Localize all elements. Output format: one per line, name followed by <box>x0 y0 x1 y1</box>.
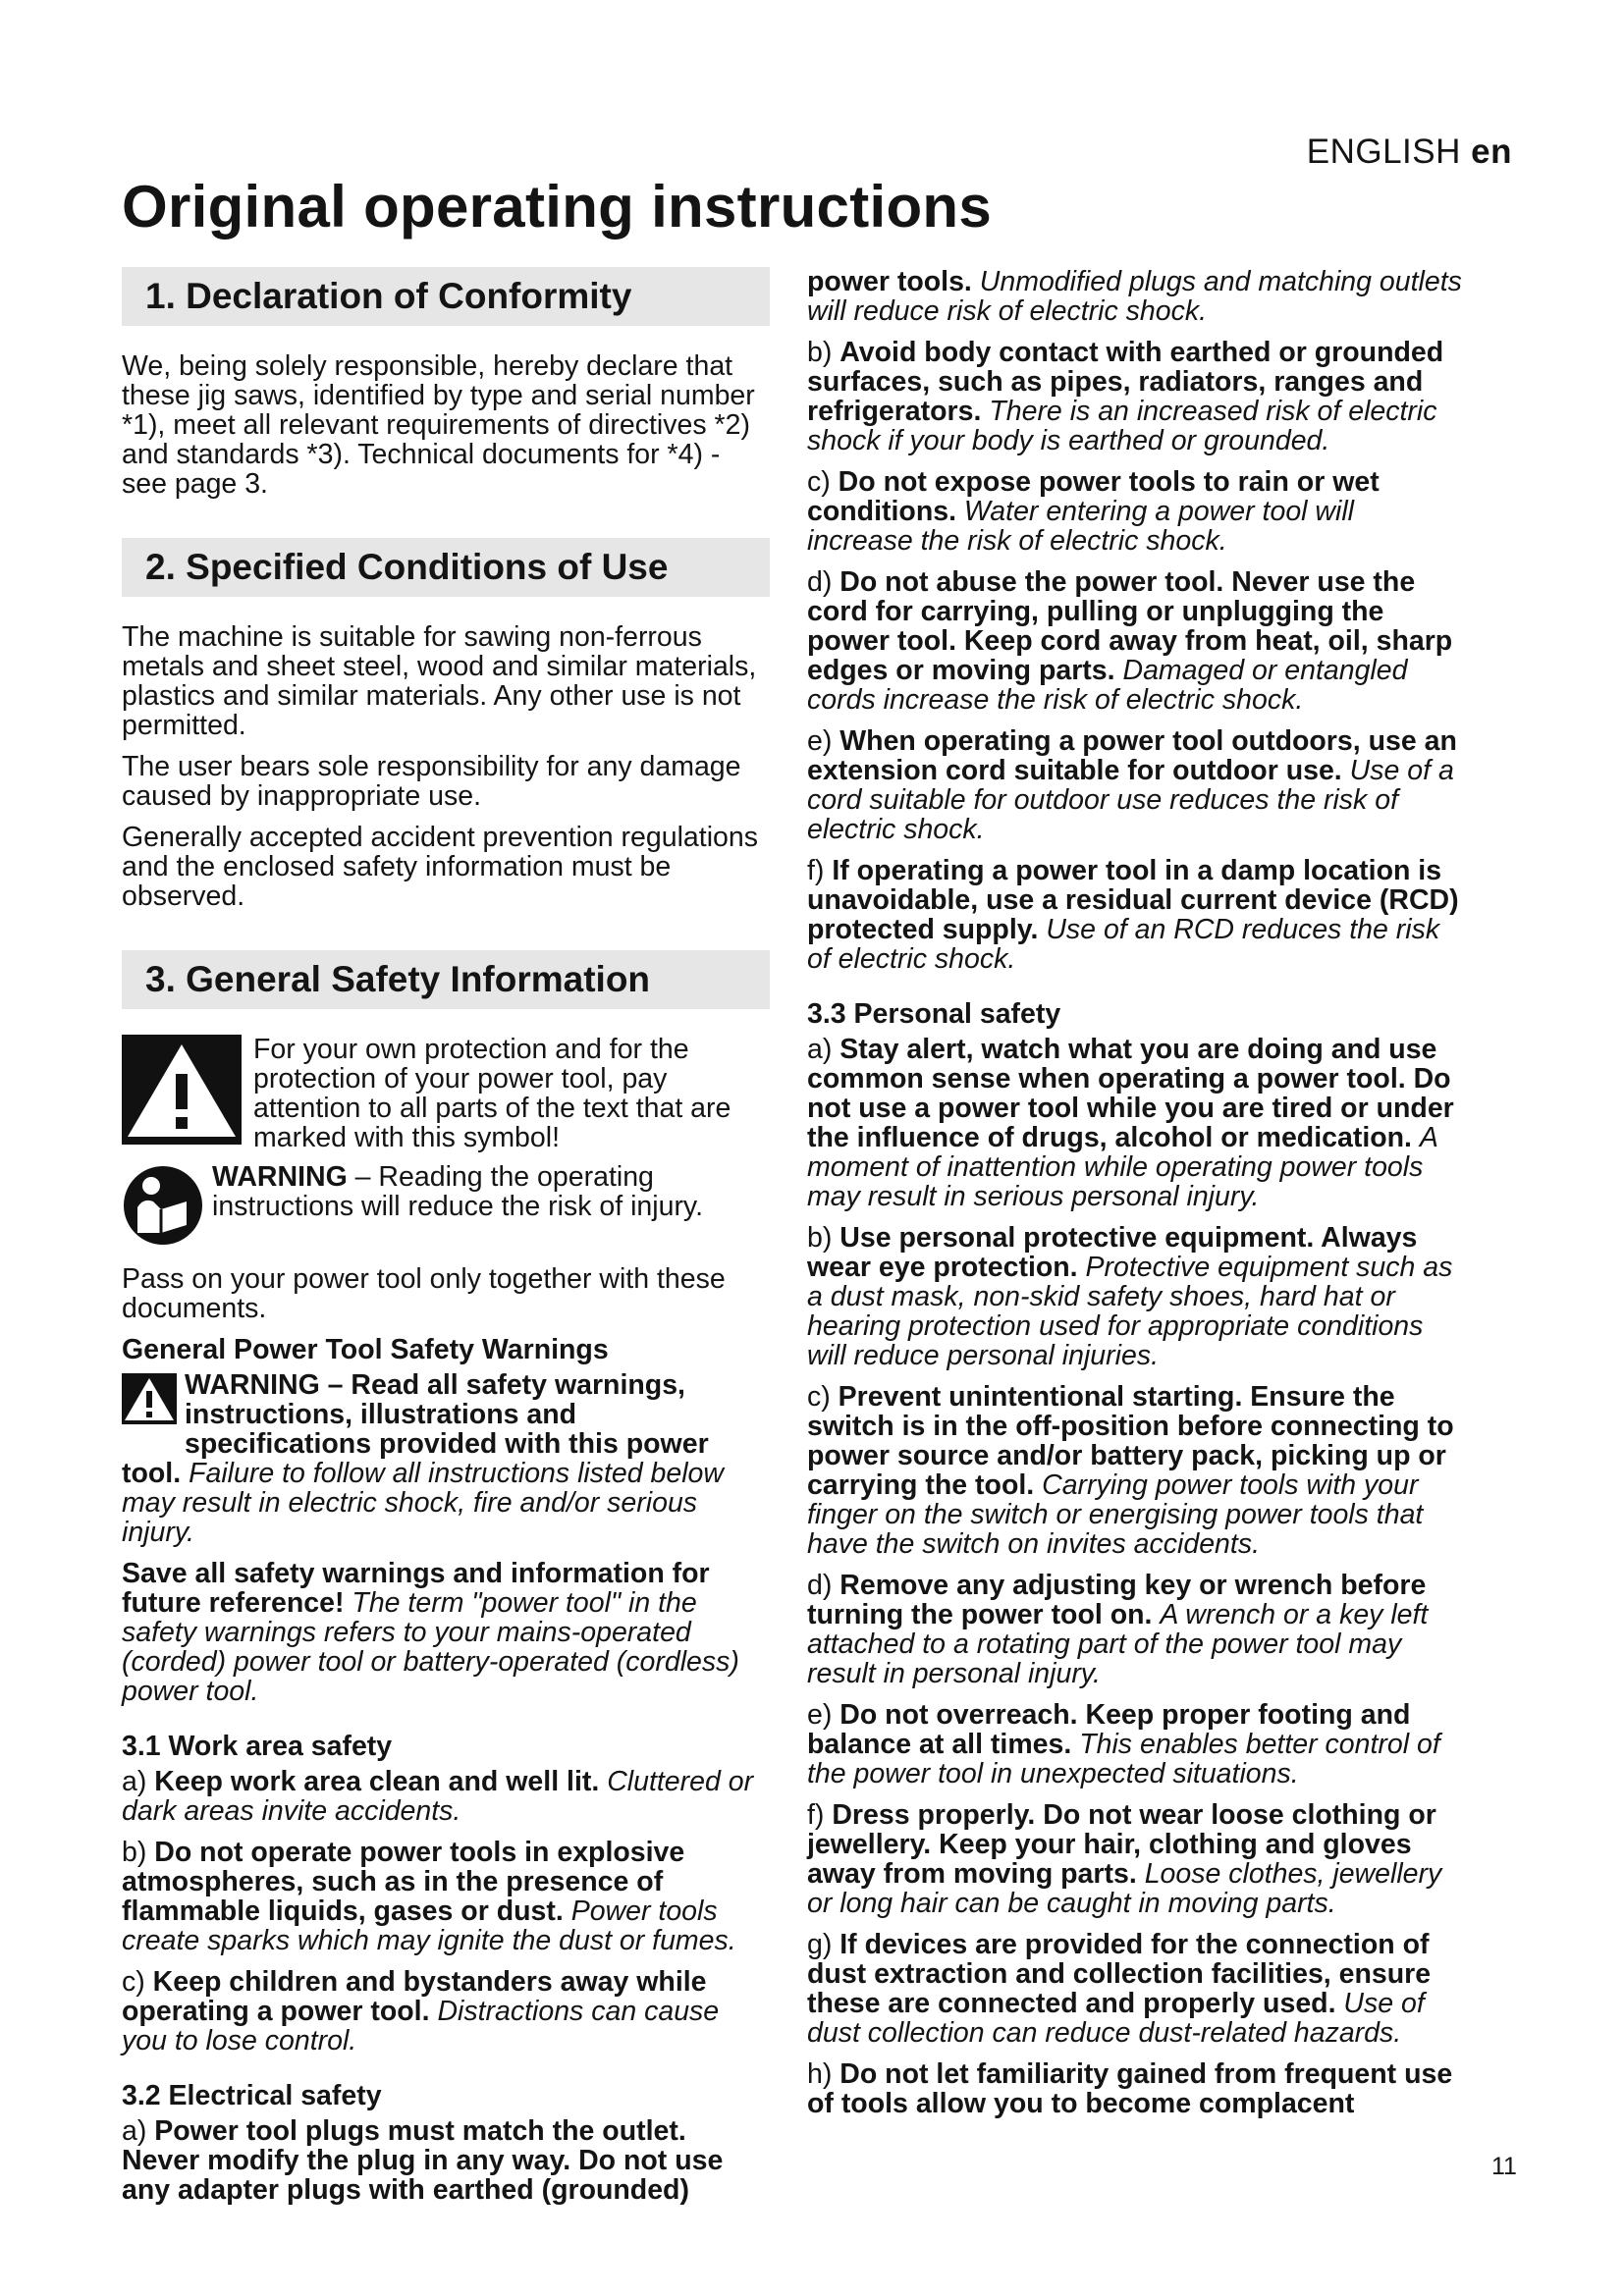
list-item: b) Use personal protective equipment. Always wear eye protection. Protective equipment such as a dust mask, non-skid safety shoes, hard hat or hearing protection used for appropriate conditions will reduce personal injuries. <box>807 1222 1453 1371</box>
list-item-continuation: power tools. Unmodified plugs and matching outlets will reduce risk of electric shock. <box>807 266 1462 327</box>
save-warnings-bold: Save all safety warnings and information for future reference! <box>122 1558 710 1619</box>
conditions-paragraph: The machine is suitable for sawing non-ferrous metals and sheet steel, wood and similar materials, plastics and similar materials. Any other use is not permitted. <box>122 621 757 741</box>
language-label: ENGLISH en <box>1306 133 1512 171</box>
warning-note-text: – Reading the operating instructions will reduce the risk of injury. <box>212 1161 703 1222</box>
list-item: b) Do not operate power tools in explosive atmospheres, such as in the presence of flammable liquids, gases or dust. Power tools create sparks which may ignite the dust or fumes. <box>122 1837 736 1956</box>
list-item: d) Do not abuse the power tool. Never use the cord for carrying, pulling or unplugging the power tool. Keep cord away from heat, oil, sharp edges or moving parts. Damaged or entangled cords increase the risk of electric shock. <box>807 566 1453 716</box>
section-heading-general-safety: 3. General Safety Information <box>122 950 770 1009</box>
warning-label: WARNING <box>212 1161 348 1193</box>
warning-symbol-block <box>122 1035 770 1152</box>
read-manual-block <box>122 1162 770 1255</box>
subheading-general-warnings: General Power Tool Safety Warnings <box>122 1334 609 1365</box>
list-item: c) Do not expose power tools to rain or wet conditions. Water entering a power tool will increase the risk of electric shock. <box>807 466 1380 557</box>
general-warning-bold: WARNING – Read all safety warnings, instructions, illustrations and specifications provided with this power tool. <box>122 1370 709 1489</box>
page-number: 11 <box>1491 2153 1517 2180</box>
list-item: a) Power tool plugs must match the outlet. Never modify the plug in any way. Do not use any adapter plugs with earthed (grounded) <box>122 2115 724 2206</box>
section-heading-declaration: 1. Declaration of Conformity <box>122 267 770 326</box>
warning-note <box>212 1162 770 1221</box>
left-column <box>122 267 770 2216</box>
list-item: c) Prevent unintentional starting. Ensure the switch is in the off-position before connecting to power source and/or battery pack, picking up or carrying the tool. Carrying power tools with your finger on the switch or energising power tools that have the switch on invites accidents. <box>807 1381 1454 1560</box>
read-manual-icon <box>122 1162 204 1255</box>
warning-triangle-icon <box>122 1035 242 1150</box>
list-item: d) Remove any adjusting key or wrench before turning the power tool on. A wrench or a key left attached to a rotating part of the power tool may result in personal injury. <box>807 1570 1429 1689</box>
language-code: en <box>1471 133 1512 171</box>
subheading-work-area-safety: 3.1 Work area safety <box>122 1731 393 1762</box>
page-title: Original operating instructions <box>122 174 993 240</box>
declaration-text: We, being solely responsible, hereby declare that these jig saws, identified by type and serial number *1), meet all relevant requirements of directives *2) and standards *3). Technical documents for *4) - see page 3. <box>122 350 755 500</box>
list-item: b) Avoid body contact with earthed or grounded surfaces, such as pipes, radiators, ranges and refrigerators. There is an increased risk of electric shock if your body is earthed or grounded. <box>807 337 1444 456</box>
pass-on-text: Pass on your power tool only together with these documents. <box>122 1263 726 1324</box>
general-warning-paragraph <box>122 1370 770 1547</box>
warning-triangle-icon <box>122 1373 177 1430</box>
list-item: f) Dress properly. Do not wear loose clothing or jewellery. Keep your hair, clothing and gloves away from moving parts. Loose clothes, jewellery or long hair can be caught in moving parts. <box>807 1799 1442 1919</box>
section-heading-conditions-of-use: 2. Specified Conditions of Use <box>122 538 770 597</box>
right-column <box>807 267 1467 2130</box>
list-item: a) Stay alert, watch what you are doing and use common sense when operating a power tool. Do not use a power tool while you are tired or under the influence of drugs, alcohol or medication. A moment of inattention while operating power tools may result in serious personal injury. <box>807 1034 1454 1212</box>
list-item: e) When operating a power tool outdoors, use an extension cord suitable for outdoor use. Use of a cord suitable for outdoor use reduces the risk of electric shock. <box>807 725 1457 845</box>
list-item: e) Do not overreach. Keep proper footing and balance at all times. This enables better control of the power tool in unexpected situations. <box>807 1699 1440 1789</box>
save-warnings-italic: The term "power tool" in the safety warnings refers to your mains-operated (corded) power tool or battery-operated (cordless) power tool. <box>122 1587 739 1707</box>
list-item: g) If devices are provided for the connection of dust extraction and collection facilities, ensure these are connected and properly used. Use of dust collection can reduce dust-related hazards. <box>807 1929 1432 2049</box>
list-item: f) If operating a power tool in a damp location is unavoidable, use a residual current device (RCD) protected supply. Use of an RCD reduces the risk of electric shock. <box>807 855 1459 975</box>
symbol-note: For your own protection and for the protection of your power tool, pay attention to all parts of the text that are marked with this symbol! <box>253 1034 731 1153</box>
conditions-paragraph: The user bears sole responsibility for any damage caused by inappropriate use. <box>122 751 741 812</box>
list-item: a) Keep work area clean and well lit. Cluttered or dark areas invite accidents. <box>122 1766 754 1827</box>
general-warning-italic: Failure to follow all instructions listed below may result in electric shock, fire and/or serious injury. <box>122 1458 724 1547</box>
save-warnings-paragraph <box>122 1559 770 1706</box>
list-item: c) Keep children and bystanders away while operating a power tool. Distractions can cause you to lose control. <box>122 1966 720 2056</box>
subheading-electrical-safety: 3.2 Electrical safety <box>122 2080 382 2111</box>
subheading-personal-safety: 3.3 Personal safety <box>807 998 1061 1030</box>
conditions-paragraph: Generally accepted accident prevention regulations and the enclosed safety information must be observed. <box>122 822 758 912</box>
list-item: h) Do not let familiarity gained from frequent use of tools allow you to become complacent <box>807 2058 1453 2119</box>
